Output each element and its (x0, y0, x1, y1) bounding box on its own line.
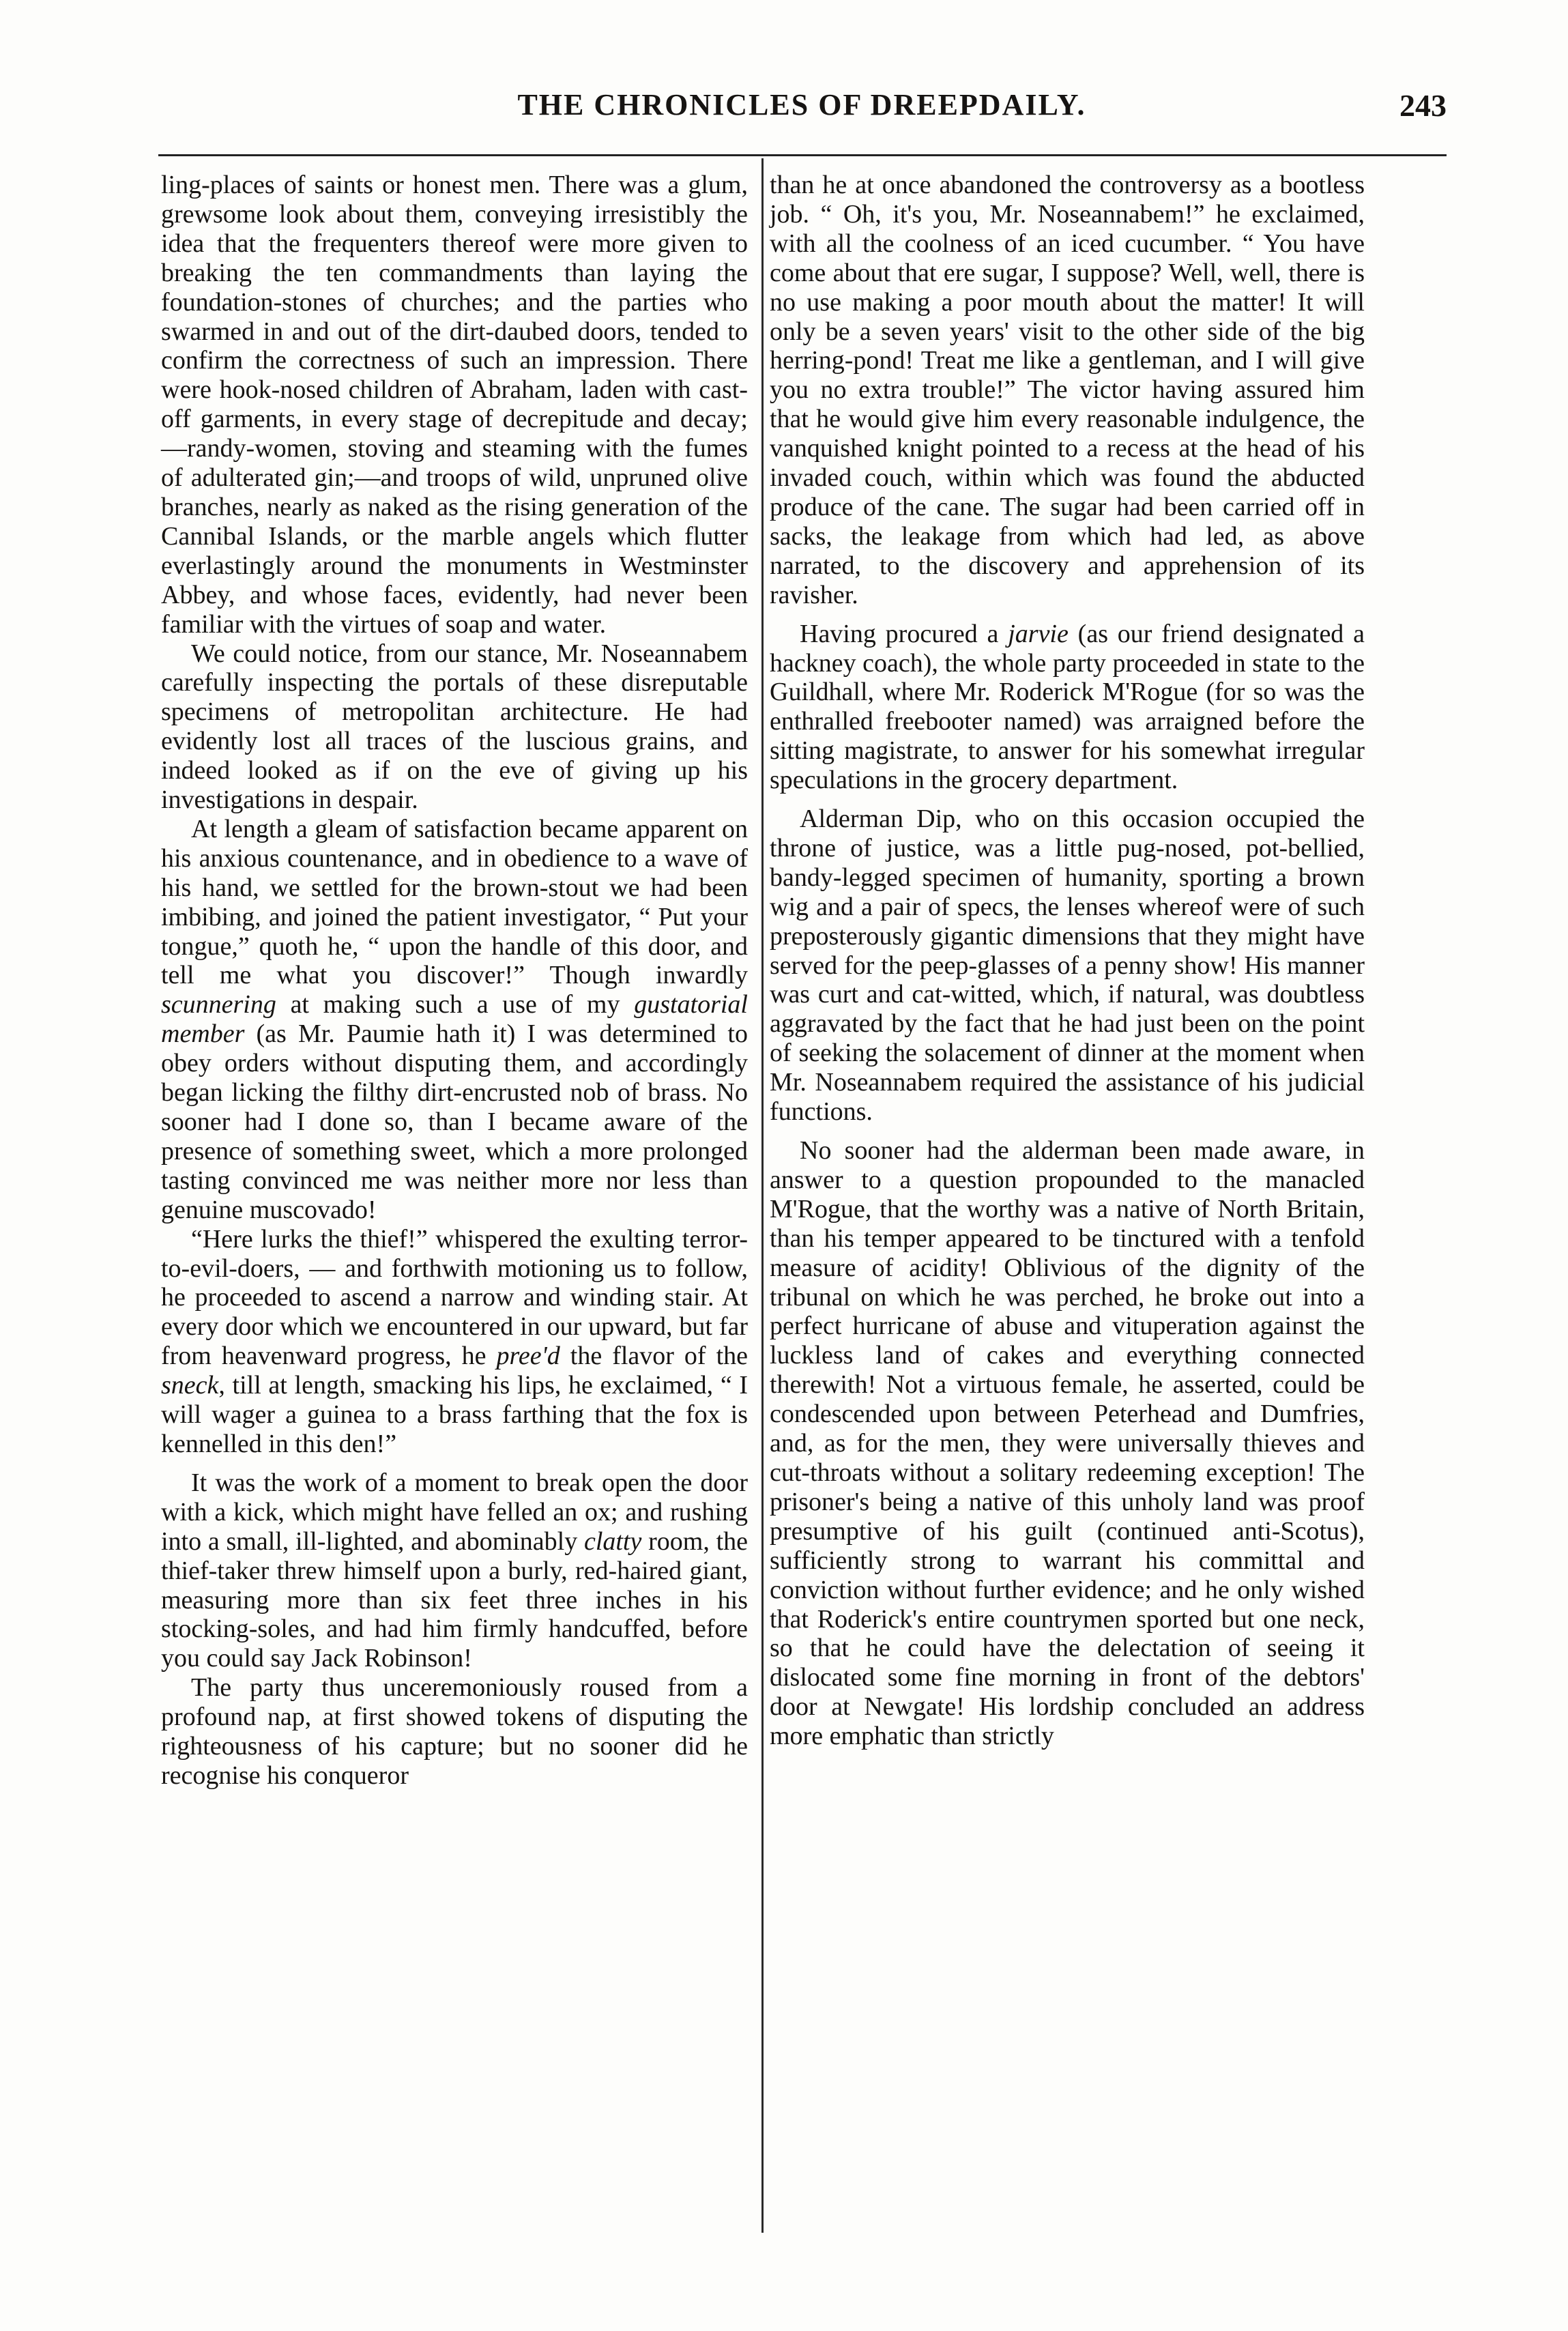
paragraph (770, 620, 1365, 795)
italic-phrase: jarvie (1008, 619, 1069, 648)
italic-phrase: clatty (583, 1526, 642, 1556)
paragraph: Alderman Dip, who on this occasion occupied the throne of justice, was a little pug-nosed, pot-bellied, bandy-legged specimen of humanity, sporting a brown wig and a pair of specs, the lenses whereof were of such preposterously gigantic dimensions that they might have served for the peep-glasses of a penny show! His manner was curt and cat-witted, which, if natural, was doubtless aggravated by the fact that he had just been on the point of seeking the solacement of dinner at the moment when Mr. Noseannabem required the assistance of his judicial functions. (770, 805, 1365, 1127)
running-title: THE CHRONICLES OF DREEPDAILY. (517, 88, 1086, 121)
running-head (157, 87, 1447, 135)
text-run: “Here lurks the thief!” whispered the exulting terror-to-evil-doers, — and forthwith motioning us to follow, he proceeded to ascend a narrow and winding stair. At every door which we encountered in our upward, but far from heavenward progress, he (161, 1224, 748, 1371)
left-column (161, 171, 748, 1791)
text-run: , till at length, smacking his lips, he exclaimed, “ I will wager a guinea to a brass farthing that the fox is kennelled in this den!” (161, 1371, 748, 1458)
paragraph (161, 1225, 748, 1459)
italic-phrase: scunnering (161, 990, 276, 1019)
italic-phrase: pree'd (496, 1342, 560, 1371)
italic-phrase: gustatorial member (161, 990, 748, 1049)
page-number: 243 (1399, 88, 1447, 123)
text-run: At length a gleam of satisfaction became apparent on his anxious countenance, and in obedience to a wave of his hand, we settled for the brown-stout we had been imbibing, and joined the patient investigator, “ Put your tongue,” quoth he, “ upon the handle of this door, and tell me what you discover!” Though inwardly (161, 814, 748, 990)
paragraph: than he at once abandoned the controversy as a bootless job. “ Oh, it's you, Mr. Noseannabem!” he exclaimed, with all the coolness of an iced cucumber. “ You have come about that ere sugar, I suppose? Well, well, there is no use making a poor mouth about the matter! It will only be a seven years' visit to the other side of the big herring-pond! Treat me like a gentleman, and I will give you no extra trouble!” The victor having assured him that he would give him every reasonable indulgence, the vanquished knight pointed to a recess at the head of his invaded couch, within which was found the abducted produce of the cane. The sugar had been carried off in sacks, the leakage from which had led, as above narrated, to the discovery and apprehension of its ravisher. (770, 171, 1365, 609)
column-divider-rule (761, 158, 764, 2233)
paragraph (161, 1468, 748, 1673)
text-run: Having procured a (800, 619, 1008, 648)
header-rule (158, 154, 1447, 156)
paragraph: We could notice, from our stance, Mr. Noseannabem carefully inspecting the portals of these disreputable specimens of metropolitan architecture. He had evidently lost all traces of the luscious grains, and indeed looked as if on the eve of giving up his investigations in despair. (161, 639, 748, 815)
text-run: (as our friend designated a hackney coach), the whole party proceeded in state to the Guildhall, where Mr. Roderick M'Rogue (for so was the enthralled freebooter named) was arraigned before the sitting magistrate, to answer for his somewhat irregular speculations in the grocery department. (770, 619, 1365, 795)
paragraph (161, 815, 748, 1225)
italic-phrase: sneck (161, 1371, 219, 1400)
text-run: at making such a use of my (276, 990, 635, 1019)
paragraph: The party thus unceremoniously roused from a profound nap, at first showed tokens of disputing the righteousness of his capture; but no sooner did he recognise his conqueror (161, 1673, 748, 1790)
text-run: the flavor of the (560, 1342, 748, 1371)
right-column (770, 171, 1365, 1751)
paragraph: No sooner had the alderman been made aware, in answer to a question propounded to the manacled M'Rogue, that the worthy was a native of North Britain, than his temper appeared to be tinctured with a tenfold measure of acidity! Oblivious of the dignity of the tribunal on which he was perched, he broke out into a perfect hurricane of abuse and vituperation against the luckless land of cakes and everything connected therewith! Not a virtuous female, he asserted, could be condescended upon between Peterhead and Dumfries, and, as for the men, they were universally thieves and cut-throats without a solitary redeeming exception! The prisoner's being a native of this unholy land was proof presumptive of his guilt (continued anti-Scotus), sufficiently strong to warrant his committal and conviction without further evidence; and he only wished that Roderick's entire countrymen sported but one neck, so that he could have the delectation of seeing it dislocated some fine morning in front of the debtors' door at Newgate! His lordship concluded an address more emphatic than strictly (770, 1136, 1365, 1751)
text-run: It was the work of a moment to break open the door with a kick, which might have felled an ox; and rushing into a small, ill-lighted, and abominably (161, 1468, 748, 1556)
text-run: (as Mr. Paumie hath it) I was determined to obey orders without disputing them, and accordingly began licking the filthy dirt-encrusted nob of brass. No sooner had I done so, than I became aware of the presence of something sweet, which a more prolonged tasting convinced me was neither more nor less than genuine muscovado! (161, 1019, 748, 1224)
paragraph: ling-places of saints or honest men. There was a glum, grewsome look about them, conveying irresistibly the idea that the frequenters thereof were more given to breaking the ten commandments than laying the foundation-stones of churches; and the parties who swarmed in and out of the dirt-daubed doors, tended to confirm the correctness of such an impression. There were hook-nosed children of Abraham, laden with cast-off garments, in every stage of decrepitude and decay;—randy-women, stoving and steaming with the fumes of adulterated gin;—and troops of wild, unpruned olive branches, nearly as naked as the rising generation of the Cannibal Islands, or the marble angels which flutter everlastingly around the monuments in Westminster Abbey, and whose faces, evidently, had never been familiar with the virtues of soap and water. (161, 171, 748, 639)
text-run: room, the thief-taker threw himself upon a burly, red-haired giant, measuring more than six feet three inches in his stocking-soles, and had him firmly handcuffed, before you could say Jack Robinson! (161, 1526, 748, 1673)
